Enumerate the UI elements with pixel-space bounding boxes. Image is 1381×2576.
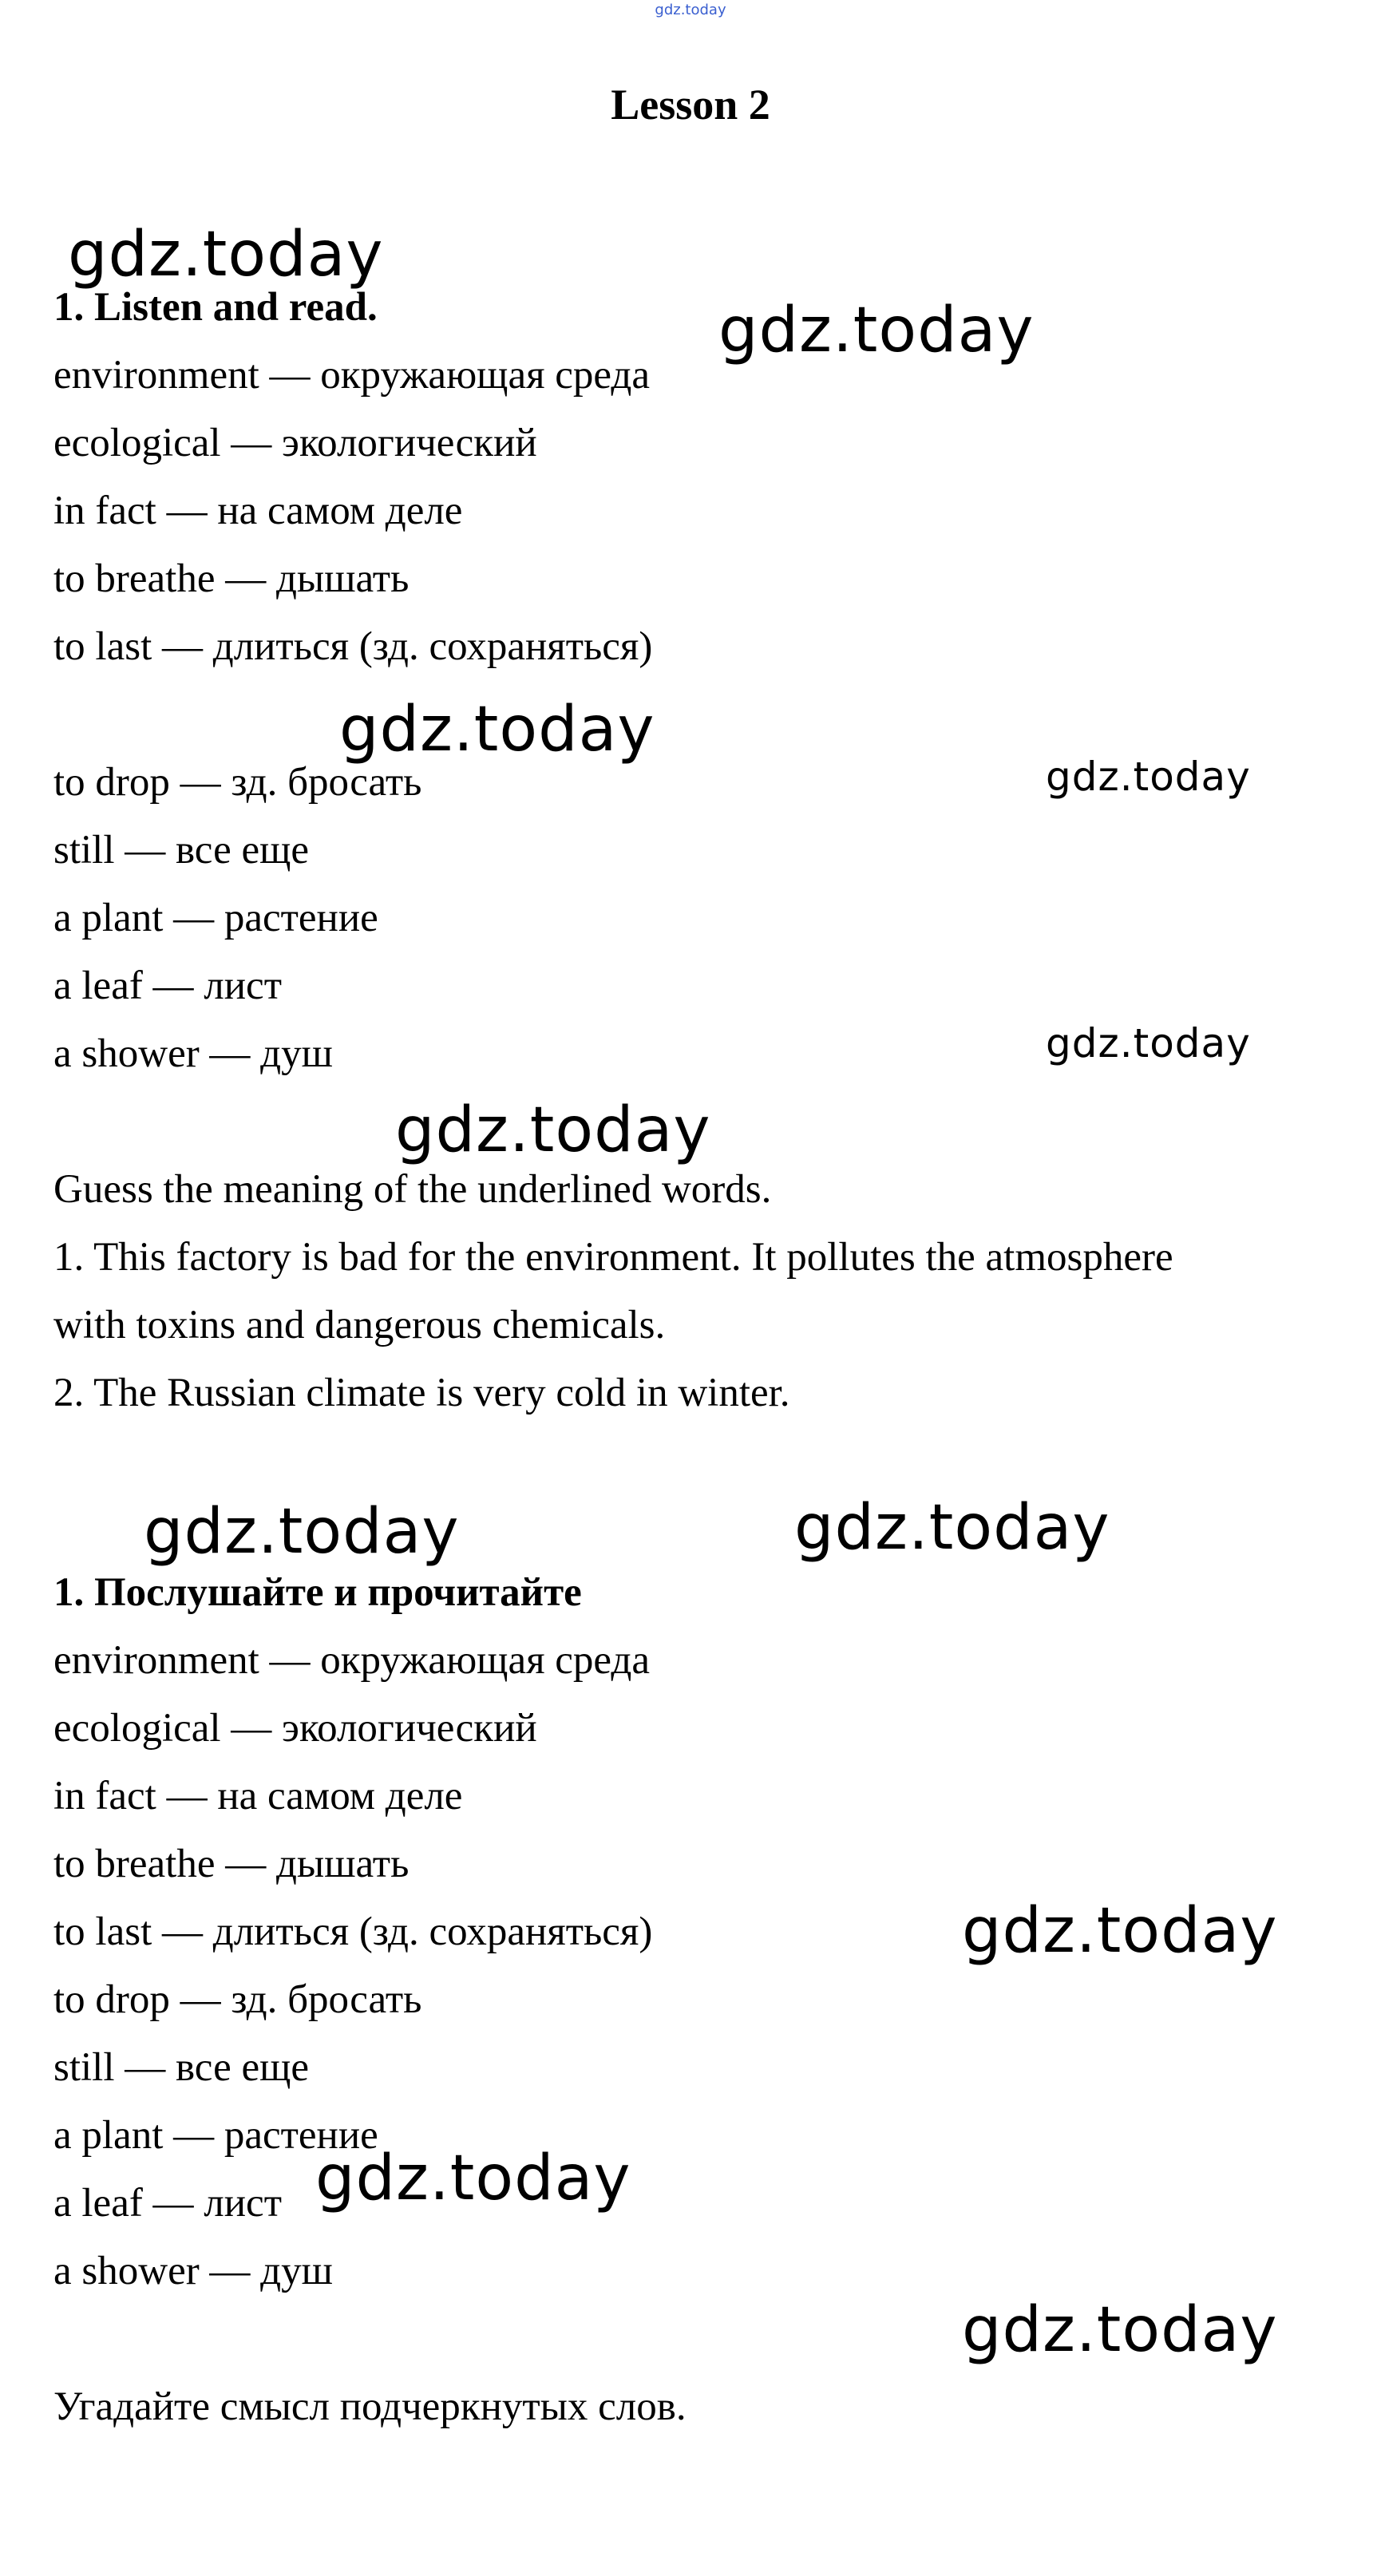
guess-instruction-russian: Угадайте смысл подчеркнутых слов. xyxy=(53,2384,687,2429)
vocab-line: a plant — растение xyxy=(53,2113,378,2158)
guess-instruction-english: Guess the meaning of the underlined words. xyxy=(53,1167,772,1212)
vocab-line: to drop — зд. бросать xyxy=(53,1977,422,2022)
watermark: gdz.today xyxy=(1046,1020,1251,1066)
header-watermark: gdz.today xyxy=(655,2,726,18)
vocab-line: still — все еще xyxy=(53,2045,309,2090)
vocab-line: a shower — душ xyxy=(53,1031,333,1076)
example-sentence: with toxins and dangerous chemicals. xyxy=(53,1303,666,1347)
watermark: gdz.today xyxy=(718,295,1035,366)
watermark: gdz.today xyxy=(144,1496,460,1568)
vocab-line: ecological — экологический xyxy=(53,421,537,465)
vocab-line: a shower — душ xyxy=(53,2249,333,2293)
vocab-line: environment — окружающая среда xyxy=(53,353,650,398)
section-heading-russian: 1. Послушайте и прочитайте xyxy=(53,1570,582,1615)
vocab-line: a leaf — лист xyxy=(53,2181,282,2226)
watermark: gdz.today xyxy=(794,1492,1110,1564)
page-title: Lesson 2 xyxy=(611,81,770,129)
watermark: gdz.today xyxy=(68,219,384,291)
section-heading-english: 1. Listen and read. xyxy=(53,285,378,330)
vocab-line: in fact — на самом деле xyxy=(53,489,463,533)
vocab-line: still — все еще xyxy=(53,828,309,873)
vocab-line: to last — длиться (зд. сохраняться) xyxy=(53,1909,653,1954)
vocab-line: in fact — на самом деле xyxy=(53,1774,463,1818)
watermark: gdz.today xyxy=(315,2143,631,2214)
watermark: gdz.today xyxy=(962,1895,1278,1967)
vocab-line: a leaf — лист xyxy=(53,964,282,1008)
vocab-line: to breathe — дышать xyxy=(53,1842,410,1886)
vocab-line: a plant — растение xyxy=(53,896,378,940)
vocab-line: environment — окружающая среда xyxy=(53,1638,650,1683)
watermark: gdz.today xyxy=(962,2294,1278,2366)
example-sentence: 1. This factory is bad for the environment. It pollutes the atmosphere xyxy=(53,1235,1173,1280)
vocab-line: to breathe — дышать xyxy=(53,556,410,601)
vocab-line: ecological — экологический xyxy=(53,1706,537,1751)
vocab-line: to drop — зд. бросать xyxy=(53,760,422,805)
vocab-line: to last — длиться (зд. сохраняться) xyxy=(53,624,653,669)
example-sentence: 2. The Russian climate is very cold in winter. xyxy=(53,1371,790,1415)
watermark: gdz.today xyxy=(339,694,655,766)
watermark: gdz.today xyxy=(1046,754,1251,800)
watermark: gdz.today xyxy=(395,1094,711,1166)
